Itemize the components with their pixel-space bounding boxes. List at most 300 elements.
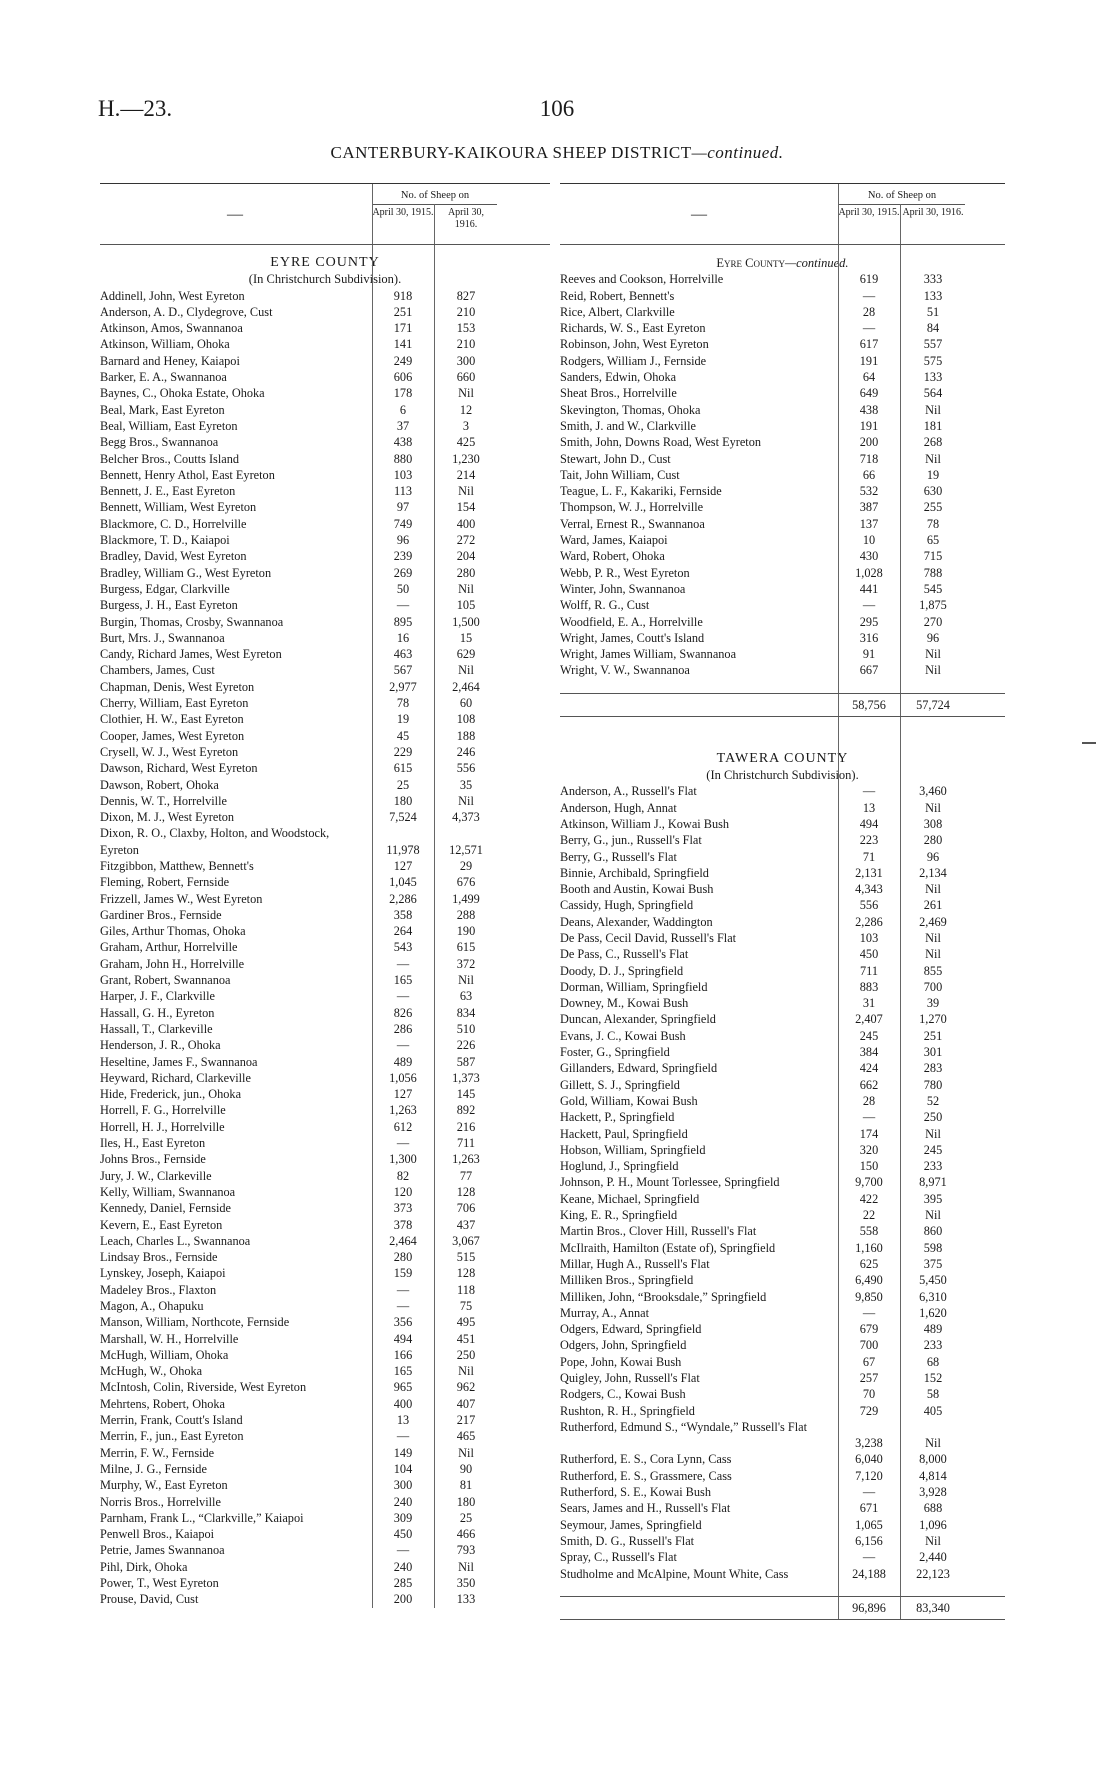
sheep-1916: 188 (456, 728, 476, 743)
holder-name: Clothier, H. W., East Eyreton (100, 712, 244, 727)
sheep-1915: 384 (859, 1045, 879, 1060)
sheep-1916: 153 (456, 321, 476, 336)
sheep-1915: — (396, 956, 410, 971)
sheep-1916: 855 (923, 963, 943, 978)
table-row (560, 1386, 1005, 1402)
sheep-1916: 711 (457, 1136, 475, 1151)
sheep-1915: 373 (393, 1201, 413, 1216)
sheep-1915: 463 (393, 647, 413, 662)
sheep-1916: 557 (923, 337, 943, 352)
holder-name: Evans, J. C., Kowai Bush (560, 1028, 686, 1043)
sheep-1916: 3 (462, 418, 470, 433)
sheep-1916: 308 (923, 816, 943, 831)
table-row (560, 597, 1005, 613)
table-row (560, 1354, 1005, 1370)
holder-name: Hackett, P., Springfield (560, 1110, 675, 1125)
sheep-1915: 6 (399, 402, 407, 417)
sheep-1916: 12,571 (449, 842, 483, 857)
sheep-1916: 2,440 (919, 1550, 947, 1565)
sheep-1916: 6,310 (919, 1289, 947, 1304)
sheep-1915: 28 (862, 304, 876, 319)
total-1915: 96,896 (852, 1600, 886, 1615)
table-row (560, 881, 1005, 897)
sheep-1915: — (396, 1299, 410, 1313)
header-divider (434, 204, 435, 244)
holder-name: Hide, Frederick, jun., Ohoka (100, 1087, 242, 1102)
sheep-1916: 629 (456, 647, 476, 662)
sheep-1916: 181 (923, 418, 943, 433)
sheep-1915: 6,156 (855, 1533, 883, 1548)
sheep-1916: 400 (456, 516, 476, 531)
sheep-1915: 295 (859, 614, 879, 629)
sheep-1916: 676 (456, 875, 476, 890)
sheep-1916: 437 (456, 1217, 476, 1232)
sheep-1915: 13 (396, 1413, 410, 1428)
sheep-1916: 180 (456, 1494, 476, 1509)
sheep-1915: 606 (393, 370, 413, 385)
holder-name: Fleming, Robert, Fernside (100, 875, 230, 890)
sheep-1915: 918 (393, 288, 413, 303)
table-row (560, 1468, 1005, 1484)
sheep-1916: 75 (459, 1299, 473, 1313)
table-row (560, 614, 1005, 630)
tawera-county-total-row (560, 1596, 1005, 1620)
table-row (100, 1396, 550, 1412)
sheep-1916: 466 (456, 1527, 476, 1542)
sheep-1916: 715 (923, 549, 943, 564)
holder-name: Johnson, P. H., Mount Torlessee, Springfield (560, 1175, 780, 1190)
holder-name: Gillett, S. J., Springfield (560, 1077, 680, 1092)
sheep-1916: 270 (923, 614, 943, 629)
sheep-1915: 612 (393, 1119, 413, 1134)
header-divider (838, 184, 839, 244)
holder-name: Rutherford, Edmund S., “Wyndale,” Russell's Flat (560, 1419, 808, 1434)
sheep-1916: 834 (456, 1005, 476, 1020)
sheep-1916: 128 (456, 1184, 476, 1199)
sheep-1916: 154 (456, 500, 476, 515)
sheep-1915: 3,238 (855, 1436, 883, 1451)
sheep-1916: 564 (923, 386, 943, 401)
table-row (560, 402, 1005, 418)
sheep-1916: 105 (456, 598, 476, 613)
holder-name: Dorman, William, Springfield (560, 979, 708, 994)
holder-name: Pope, John, Kowai Bush (560, 1354, 682, 1369)
holder-name: Madeley Bros., Flaxton (100, 1282, 217, 1297)
sheep-1916: 60 (459, 696, 473, 711)
sheep-1916: 2,469 (919, 914, 947, 929)
sheep-1915: 2,977 (389, 679, 417, 694)
holder-name: Beal, William, East Eyreton (100, 418, 238, 433)
table-row (100, 1461, 550, 1477)
table-row (560, 581, 1005, 597)
holder-name: Graham, Arthur, Horrelville (100, 940, 238, 955)
table-row (100, 434, 550, 450)
title-text: CANTERBURY-KAIKOURA SHEEP DISTRICT (330, 143, 692, 162)
table-row (100, 1494, 550, 1510)
table-row (560, 849, 1005, 865)
holder-name: Merrin, F. W., Fernside (100, 1445, 215, 1460)
holder-name: Winter, John, Swannanoa (560, 581, 686, 596)
right-column (560, 183, 1005, 1620)
table-row (100, 499, 550, 515)
sheep-1916: 90 (459, 1461, 473, 1476)
holder-name: Rodgers, William J., Fernside (560, 353, 707, 368)
sheep-1916: 630 (923, 484, 943, 499)
table-row (100, 793, 550, 809)
sheep-1915: 149 (393, 1445, 413, 1460)
sheep-1916: 545 (923, 581, 943, 596)
sheep-1915: 316 (859, 630, 879, 645)
holder-name: Stewart, John D., Cust (560, 451, 671, 466)
sheep-1915: — (862, 1550, 876, 1565)
sheep-1916: 892 (456, 1103, 476, 1118)
left-rows (100, 288, 550, 1608)
holder-name: Fitzgibbon, Matthew, Bennett's (100, 858, 254, 873)
total-1916: 83,340 (916, 1600, 950, 1615)
table-row (100, 695, 550, 711)
holder-name: Belcher Bros., Coutts Island (100, 451, 240, 466)
holder-name: Norris Bros., Horrelville (100, 1494, 221, 1509)
sheep-1915: 37 (396, 418, 410, 433)
sheep-1915: 28 (862, 1093, 876, 1108)
table-row (560, 1223, 1005, 1239)
holder-name: Lynskey, Joseph, Kaiapoi (100, 1266, 226, 1281)
table-row (560, 434, 1005, 450)
table-row (560, 385, 1005, 401)
table-row (100, 1265, 550, 1281)
sheep-1915: 494 (393, 1331, 413, 1346)
sheep-1916: 598 (923, 1240, 943, 1255)
table-row (100, 1445, 550, 1461)
holder-name: Sears, James and H., Russell's Flat (560, 1501, 731, 1516)
table-row (560, 1158, 1005, 1174)
sheep-1916: 700 (923, 979, 943, 994)
sheep-1915: 309 (393, 1510, 413, 1525)
sheep-1915: 749 (393, 516, 413, 531)
table-row (560, 1077, 1005, 1093)
sheep-1915: 1,028 (855, 565, 883, 580)
sheep-1916: 280 (923, 833, 943, 848)
holder-name: Henderson, J. R., Ohoka (100, 1038, 221, 1053)
year-1916-header: April 30, 1916. (447, 207, 485, 230)
holder-name: Burgin, Thomas, Crosby, Swannanoa (100, 614, 284, 629)
sheep-1916: 190 (456, 924, 476, 939)
sheep-1915: 558 (859, 1224, 879, 1239)
sheep-1915: — (862, 784, 876, 799)
sheep-1915: 2,407 (855, 1012, 883, 1027)
table-header (100, 184, 550, 245)
holder-name: Millar, Hugh A., Russell's Flat (560, 1256, 710, 1271)
table-row (560, 1126, 1005, 1142)
table-row (100, 1412, 550, 1428)
sheep-1916: Nil (925, 402, 941, 417)
sheep-1916: Nil (925, 663, 941, 678)
holder-name: Kelly, William, Swannanoa (100, 1184, 236, 1199)
holder-name: Burgess, J. H., East Eyreton (100, 598, 238, 613)
sheep-1915: — (396, 598, 410, 613)
table-row (560, 1305, 1005, 1321)
holder-name: Dixon, M. J., West Eyreton (100, 810, 235, 825)
table-row (100, 532, 550, 548)
table-row (560, 662, 1005, 678)
table-row (100, 1086, 550, 1102)
table-row (560, 1370, 1005, 1386)
table-row (100, 1428, 550, 1444)
sheep-1915: 165 (393, 1364, 413, 1379)
table-row (560, 800, 1005, 816)
sheep-1915: 16 (396, 630, 410, 645)
holder-name: Power, T., West Eyreton (100, 1576, 219, 1591)
table-row (100, 939, 550, 955)
table-row (100, 744, 550, 760)
table-row (100, 1379, 550, 1395)
total-1915: 58,756 (852, 697, 886, 712)
table-row (560, 304, 1005, 320)
sheep-1916: 25 (459, 1510, 473, 1525)
sheep-1916: 962 (456, 1380, 476, 1395)
table-row (560, 946, 1005, 962)
holder-name: Woodfield, E. A., Horrelville (560, 614, 703, 629)
sheep-1916: 152 (923, 1371, 943, 1385)
sheep-1915: 178 (393, 386, 413, 401)
holder-name: Penwell Bros., Kaiapoi (100, 1527, 215, 1542)
left-table-body (100, 245, 550, 1608)
sheep-1916: 575 (923, 353, 943, 368)
holder-name: Chapman, Denis, West Eyreton (100, 679, 255, 694)
holder-name: Reeves and Cookson, Horrelville (560, 272, 724, 287)
table-row (100, 1151, 550, 1167)
table-row (560, 1403, 1005, 1419)
table-row (100, 1200, 550, 1216)
holder-name: Cooper, James, West Eyreton (100, 728, 245, 743)
holder-name: Odgers, Edward, Springfield (560, 1322, 702, 1337)
table-row (100, 907, 550, 923)
sheep-1915: 400 (393, 1396, 413, 1411)
table-row (560, 646, 1005, 662)
sheep-1915: 257 (859, 1371, 879, 1385)
sheep-1915: 240 (393, 1559, 413, 1574)
holder-name: Parnham, Frank L., “Clarkville,” Kaiapoi (100, 1510, 304, 1525)
table-row (100, 972, 550, 988)
sheep-1915: 617 (859, 337, 879, 352)
holder-name: Smith, D. G., Russell's Flat (560, 1533, 695, 1548)
sheep-1916: 688 (923, 1501, 943, 1516)
holder-name: Anderson, Hugh, Annat (560, 800, 677, 815)
sheep-1915: 11,978 (386, 842, 420, 857)
table-row (560, 1517, 1005, 1533)
sheep-1915: 615 (393, 761, 413, 776)
sheep-1915: 96 (396, 533, 410, 548)
holder-name: Skevington, Thomas, Ohoka (560, 402, 701, 417)
sheep-1915: 67 (862, 1354, 876, 1369)
sheep-1915: — (396, 1038, 410, 1053)
sheep-1915: 269 (393, 565, 413, 580)
table-row (100, 1591, 550, 1607)
sheep-1915: 240 (393, 1494, 413, 1509)
holder-name: Cherry, William, East Eyreton (100, 696, 249, 711)
sheep-1916: 19 (926, 467, 940, 482)
sheep-1916: 793 (456, 1543, 476, 1558)
table-row (560, 1321, 1005, 1337)
sheep-1915: 424 (859, 1061, 879, 1076)
section-heading-tawera-county: TAWERA COUNTY (716, 750, 849, 766)
sheep-1915: 450 (393, 1527, 413, 1542)
holder-name: Ward, Robert, Ohoka (560, 549, 665, 564)
right-table-body (560, 245, 1005, 1620)
sheep-1915: 251 (393, 304, 413, 319)
sheep-1915: 25 (396, 777, 410, 792)
sheep-1915: 71 (862, 849, 876, 864)
table-row (560, 963, 1005, 979)
sheep-1916: 372 (456, 956, 476, 971)
sheep-1915: 625 (859, 1256, 879, 1271)
sheep-1915: — (396, 1543, 410, 1558)
sheep-1916: 29 (459, 858, 473, 873)
table-row (100, 988, 550, 1004)
table-row (100, 874, 550, 890)
sheep-1916: Nil (925, 451, 941, 466)
sheep-1916: 1,500 (452, 614, 480, 629)
sheep-1915: 159 (393, 1266, 413, 1281)
holder-name: Dixon, R. O., Claxby, Holton, and Woodstock, Eyreton (100, 826, 330, 857)
sheep-1915: 4,343 (855, 882, 883, 897)
table-row (560, 1028, 1005, 1044)
sheep-1916: 108 (456, 712, 476, 727)
holder-name: Murray, A., Annat (560, 1305, 650, 1320)
sheep-1915: 441 (859, 581, 879, 596)
holder-name: Prouse, David, Cust (100, 1592, 199, 1607)
holder-name: Wright, V. W., Swannanoa (560, 663, 690, 678)
table-row (100, 418, 550, 434)
sheep-1915: 711 (860, 963, 878, 978)
holder-name: Smith, J. and W., Clarkville (560, 418, 696, 433)
holder-name: Tait, John William, Cust (560, 467, 680, 482)
sheep-1916: 780 (923, 1077, 943, 1092)
holder-name: Hassall, T., Clarkeville (100, 1021, 213, 1036)
holder-name: Berry, G., Russell's Flat (560, 849, 677, 864)
sheep-1916: 2,464 (452, 679, 480, 694)
table-row (100, 288, 550, 304)
sheep-1916: Nil (458, 793, 474, 808)
holder-name: Sheat Bros., Horrelville (560, 386, 677, 401)
header-divider (372, 184, 373, 244)
sheep-1916: Nil (458, 973, 474, 988)
holder-name: Horrell, F. G., Horrelville (100, 1103, 226, 1118)
sheep-1915: 556 (859, 898, 879, 913)
holder-name: Giles, Arthur Thomas, Ohoka (100, 924, 246, 939)
holder-name: Kennedy, Daniel, Fernside (100, 1201, 232, 1216)
sheep-1916: 84 (926, 321, 940, 336)
sheep-1916: 333 (923, 272, 943, 287)
table-row (560, 1011, 1005, 1027)
sheep-1916: 827 (456, 288, 476, 303)
sheep-1916: Nil (925, 1208, 941, 1223)
holder-name: Dennis, W. T., Horrelville (100, 793, 227, 808)
holder-name: Rushton, R. H., Springfield (560, 1403, 695, 1418)
table-row (100, 1184, 550, 1200)
sheep-1915: 387 (859, 500, 879, 515)
sheep-1915: 667 (859, 663, 879, 678)
table-row (560, 1549, 1005, 1565)
holder-name: Baynes, C., Ohoka Estate, Ohoka (100, 386, 265, 401)
sheep-1915: 7,524 (389, 810, 417, 825)
holder-name: Blackmore, T. D., Kaiapoi (100, 533, 230, 548)
sheep-1916: 5,450 (919, 1273, 947, 1288)
sheep-1916: 214 (456, 467, 476, 482)
table-row (560, 336, 1005, 352)
sheep-1915: — (862, 1110, 876, 1125)
holder-name: Heyward, Richard, Clarkeville (100, 1070, 251, 1085)
holder-name: McHugh, William, Ohoka (100, 1347, 229, 1362)
table-row (560, 630, 1005, 646)
sheep-1915: 239 (393, 549, 413, 564)
sheep-1915: 1,263 (389, 1103, 417, 1118)
sheep-1916: 250 (923, 1110, 943, 1125)
sheep-1915: 285 (393, 1576, 413, 1591)
sheep-1915: 22 (862, 1208, 876, 1223)
holder-name: Murphy, W., East Eyreton (100, 1478, 228, 1493)
sheep-1915: 31 (862, 996, 876, 1011)
table-row (100, 1282, 550, 1298)
sheep-1916: 407 (456, 1396, 476, 1411)
holder-name: Lindsay Bros., Fernside (100, 1250, 218, 1265)
holder-name: Magon, A., Ohapuku (100, 1299, 204, 1313)
sheep-1915: 19 (396, 712, 410, 727)
table-row (100, 1347, 550, 1363)
table-row (100, 483, 550, 499)
sheep-1915: 300 (393, 1478, 413, 1493)
sheep-1915: — (862, 1305, 876, 1320)
sheep-1915: 113 (394, 484, 412, 499)
page-reference: H.—23. (98, 96, 173, 121)
table-row (560, 1566, 1005, 1582)
sheep-1916: 4,373 (452, 810, 480, 825)
sheep-1915: 127 (393, 1087, 413, 1102)
holder-name: Pihl, Dirk, Ohoka (100, 1559, 188, 1574)
table-row (100, 711, 550, 727)
sheep-1916: Nil (925, 930, 941, 945)
year-1915-header: April 30, 1915. (372, 207, 434, 218)
sheep-1916: Nil (458, 1559, 474, 1574)
sheep-1916: 405 (923, 1403, 943, 1418)
sheep-1915: 671 (859, 1501, 879, 1516)
holder-name: Cassidy, Hugh, Springfield (560, 898, 694, 913)
sheep-1915: 826 (393, 1005, 413, 1020)
section-heading-eyre-county-continued (560, 255, 1005, 271)
sheep-1916: 1,263 (452, 1152, 480, 1167)
holder-name: Manson, William, Northcote, Fernside (100, 1315, 290, 1330)
sheep-1915: 120 (393, 1184, 413, 1199)
sheep-1916: 133 (456, 1592, 476, 1607)
table-row (100, 1135, 550, 1151)
holder-name: Beal, Mark, East Eyreton (100, 402, 225, 417)
table-row (560, 865, 1005, 881)
sheep-1916: 255 (923, 500, 943, 515)
table-row (560, 565, 1005, 581)
sheep-1915: 191 (859, 353, 879, 368)
sheep-1916: 660 (456, 370, 476, 385)
holder-name: Wright, James William, Swannanoa (560, 647, 737, 662)
holder-name: Leach, Charles L., Swannanoa (100, 1233, 251, 1248)
sheep-1916: 96 (926, 630, 940, 645)
sheep-1916: 706 (456, 1201, 476, 1216)
holder-name: Barnard and Heney, Kaiapoi (100, 353, 240, 368)
table-row (100, 1217, 550, 1233)
table-row (560, 1142, 1005, 1158)
table-row (560, 816, 1005, 832)
sheep-1916: 77 (459, 1168, 473, 1183)
sheep-1915: 1,300 (389, 1152, 417, 1167)
